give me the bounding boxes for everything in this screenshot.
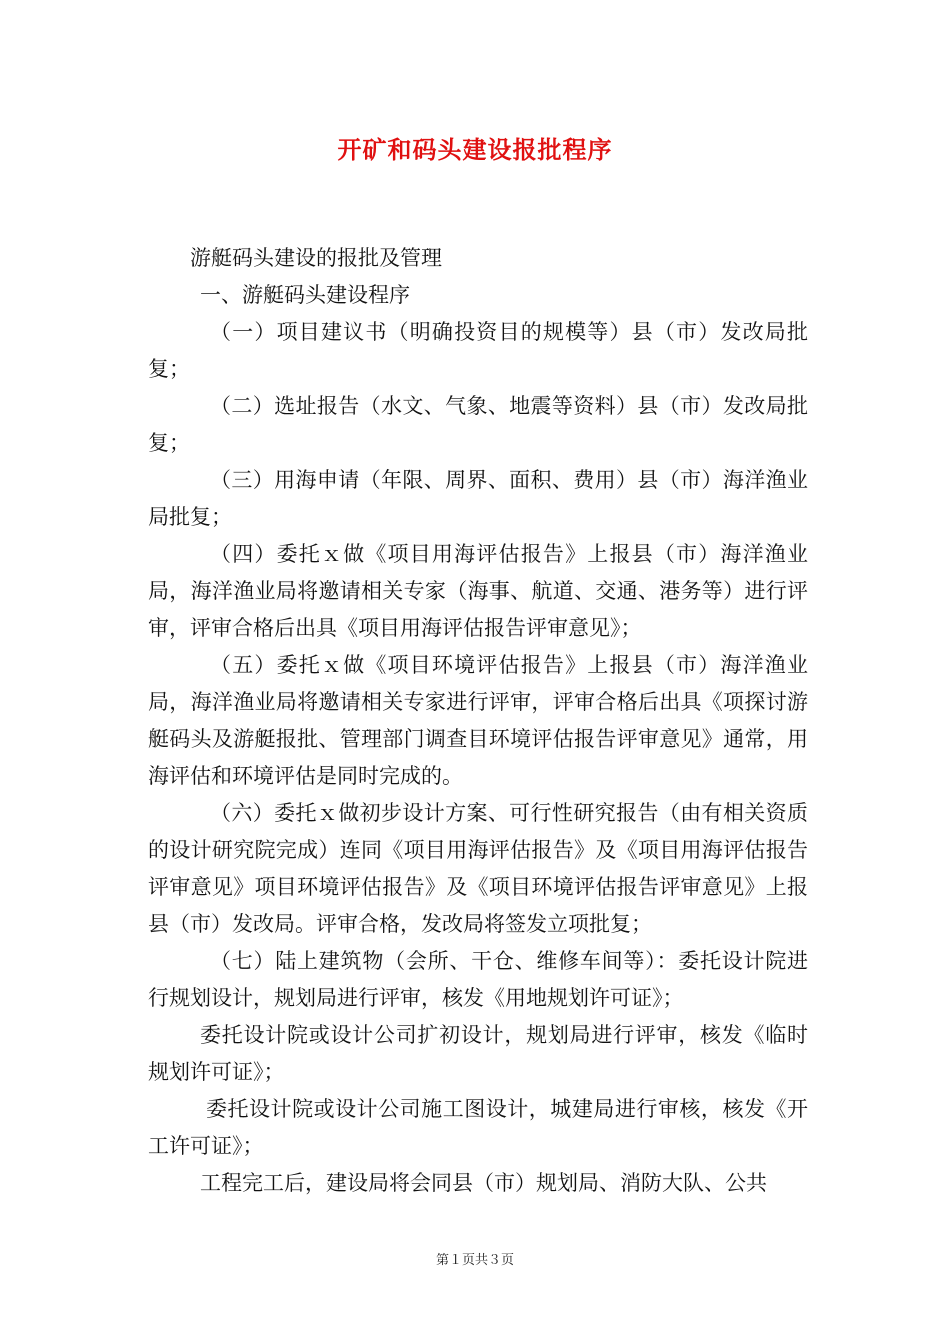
list-item: （三）用海申请（年限、周界、面积、费用）县（市）海洋渔业局批复； bbox=[148, 468, 808, 529]
subsection-heading: 一、游艇码头建设程序 bbox=[200, 283, 410, 307]
paragraph: 委托设计院或设计公司扩初设计，规划局进行评审，核发《临时规划许可证》； bbox=[148, 1023, 808, 1084]
list-item: （四）委托ｘ做《项目用海评估报告》上报县（市）海洋渔业局，海洋渔业局将邀请相关专家（海事、航道、交通、港务等）进行评审，评审合格后出具《项目用海评估报告评审意见》； bbox=[148, 542, 808, 640]
list-item: （七）陆上建筑物（会所、干仓、维修车间等）：委托设计院进行规划设计，规划局进行评审，核发《用地规划许可证》； bbox=[148, 949, 808, 1010]
page-number: 第１页共３页 bbox=[435, 1253, 514, 1268]
document-title: 开矿和码头建设报批程序 bbox=[337, 135, 613, 164]
list-item: （一）项目建议书（明确投资目的规模等）县（市）发改局批复； bbox=[148, 320, 808, 381]
list-item: （六）委托ｘ做初步设计方案、可行性研究报告（由有相关资质的设计研究院完成）连同《项目用海评估报告》及《项目用海评估报告评审意见》项目环境评估报告》及《项目环境评估报告评审意见》上报县（市）发改局。评审合格，发改局将签发立项批复； bbox=[148, 801, 808, 936]
paragraph: 工程完工后，建设局将会同县（市）规划局、消防大队、公共 bbox=[200, 1171, 767, 1195]
list-item: （二）选址报告（水文、气象、地震等资料）县（市）发改局批复； bbox=[148, 394, 808, 455]
list-item: （五）委托ｘ做《项目环境评估报告》上报县（市）海洋渔业局，海洋渔业局将邀请相关专家进行评审，评审合格后出具《项探讨游艇码头及游艇报批、管理部门调查目环境评估报告评审意见》通常，用海评估和环境评估是同时完成的。 bbox=[148, 653, 808, 788]
document-body bbox=[148, 240, 808, 1202]
section-heading: 游艇码头建设的报批及管理 bbox=[190, 246, 442, 270]
paragraph: 委托设计院或设计公司施工图设计，城建局进行审核，核发《开工许可证》； bbox=[148, 1097, 808, 1158]
